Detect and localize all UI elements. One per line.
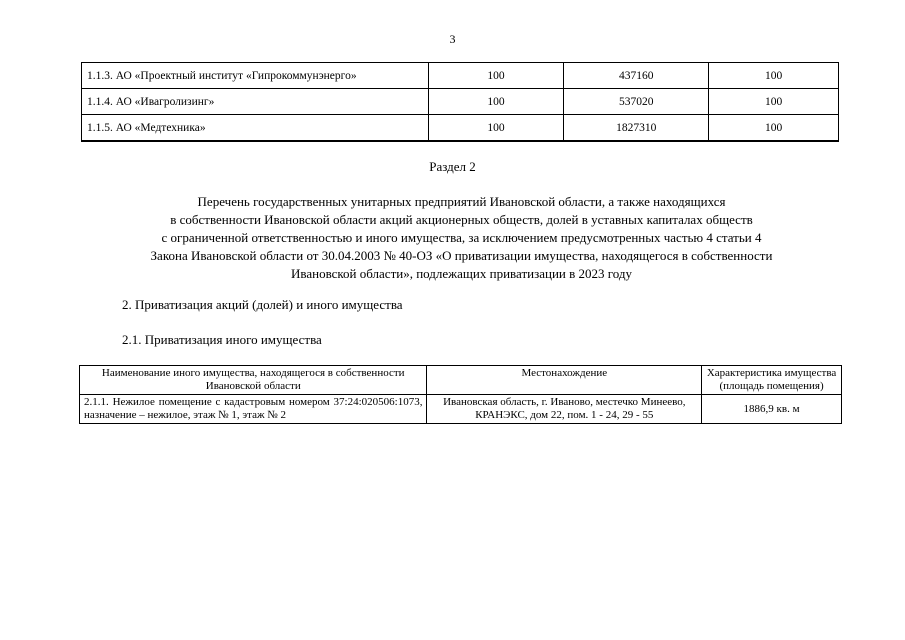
table-row: [82, 89, 839, 115]
intro-line: с ограниченной ответственностью и иного имущества, за исключением предусмотренных частью 4 статьи 4: [161, 230, 762, 245]
header-name: Наименование иного имущества, находящегося в собственности Ивановской области: [80, 366, 427, 395]
sale-cell: 100: [709, 115, 839, 142]
property-name-cell: 2.1.1. Нежилое помещение с кадастровым номером 37:24:020506:1073, назначение – нежилое, этаж № 1, этаж № 2: [80, 395, 427, 424]
section-intro: [90, 193, 833, 283]
property-location-cell: Ивановская область, г. Иваново, местечко Минеево, КРАНЭКС, дом 22, пом. 1 - 24, 29 - 55: [427, 395, 702, 424]
company-name-cell: 1.1.5. АО «Медтехника»: [82, 115, 429, 142]
shares-table: [81, 62, 839, 142]
property-characteristic-cell: 1886,9 кв. м: [702, 395, 842, 424]
share-cell: 100: [428, 89, 564, 115]
table-row: [82, 63, 839, 89]
count-cell: 537020: [564, 89, 709, 115]
count-cell: 1827310: [564, 115, 709, 142]
item-2-1-heading: 2.1. Приватизация иного имущества: [122, 332, 322, 347]
company-name-cell: 1.1.4. АО «Ивагролизинг»: [82, 89, 429, 115]
section-heading: Раздел 2: [429, 159, 476, 174]
sale-cell: 100: [709, 89, 839, 115]
intro-line: Закона Ивановской области от 30.04.2003 № 40-ОЗ «О приватизации имущества, находящегося в собственности: [150, 248, 773, 263]
page-number: 3: [449, 32, 456, 46]
intro-line: Ивановской области», подлежащих приватизации в 2023 году: [290, 266, 633, 281]
company-name-cell: 1.1.3. АО «Проектный институт «Гипрокоммунэнерго»: [82, 63, 429, 89]
share-cell: 100: [428, 115, 564, 142]
table-row: [80, 395, 842, 424]
intro-line: в собственности Ивановской области акций акционерных обществ, долей в уставных капиталах обществ: [170, 212, 753, 227]
header-location: Местонахождение: [427, 366, 702, 395]
property-table: [79, 365, 842, 424]
sale-cell: 100: [709, 63, 839, 89]
table-header-row: [80, 366, 842, 395]
intro-line: Перечень государственных унитарных предприятий Ивановской области, а также находящихся: [197, 194, 726, 209]
table-row: [82, 115, 839, 142]
share-cell: 100: [428, 63, 564, 89]
count-cell: 437160: [564, 63, 709, 89]
header-characteristic: Характеристика имущества (площадь помещения): [702, 366, 842, 395]
item-2-heading: 2. Приватизация акций (долей) и иного имущества: [122, 297, 403, 312]
